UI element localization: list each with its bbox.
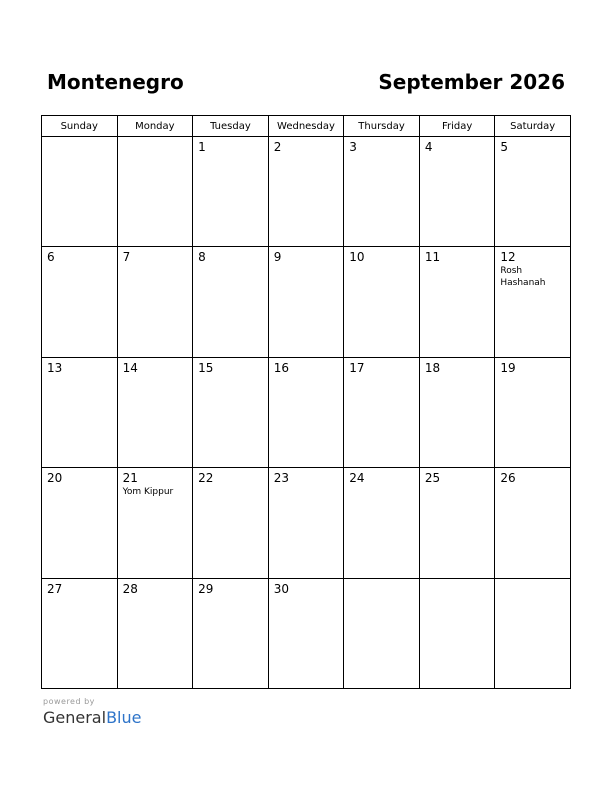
brand-general: General bbox=[43, 708, 107, 727]
day-cell bbox=[193, 247, 269, 357]
day-number: 18 bbox=[424, 360, 441, 375]
day-number: 3 bbox=[349, 140, 357, 154]
day-number: 9 bbox=[273, 250, 282, 265]
day-cell bbox=[117, 578, 193, 688]
day-number: 30 bbox=[273, 581, 289, 596]
day-cell bbox=[193, 137, 269, 247]
day-number: 6 bbox=[47, 250, 55, 265]
day-cell bbox=[268, 357, 344, 467]
day-cell bbox=[117, 137, 193, 247]
day-number: 14 bbox=[122, 360, 138, 375]
day-cell bbox=[344, 468, 420, 578]
day-number: 10 bbox=[349, 250, 365, 265]
day-number: 17 bbox=[349, 360, 365, 375]
day-cell bbox=[344, 578, 420, 688]
week-row-3 bbox=[42, 357, 571, 467]
weekday-monday: Monday bbox=[117, 116, 193, 137]
day-cell bbox=[268, 578, 344, 688]
day-number: 13 bbox=[47, 360, 63, 375]
day-number: 19 bbox=[500, 360, 516, 375]
day-cell bbox=[193, 468, 269, 578]
footer bbox=[43, 697, 141, 728]
brand-logo[interactable] bbox=[43, 708, 141, 728]
day-cell bbox=[495, 468, 571, 578]
day-cell bbox=[268, 137, 344, 247]
week-row-5 bbox=[42, 578, 571, 688]
day-number: 11 bbox=[424, 250, 441, 265]
weekday-friday: Friday bbox=[419, 116, 495, 137]
weekday-tuesday: Tuesday bbox=[193, 116, 269, 137]
day-cell bbox=[193, 357, 269, 467]
calendar-grid bbox=[41, 115, 571, 689]
day-cell bbox=[42, 247, 118, 357]
weekday-wednesday: Wednesday bbox=[268, 116, 344, 137]
week-row-4 bbox=[42, 468, 571, 578]
day-number: 23 bbox=[273, 471, 289, 486]
day-number: 22 bbox=[198, 471, 214, 486]
weekday-saturday: Saturday bbox=[495, 116, 571, 137]
day-number: 24 bbox=[349, 471, 365, 486]
day-cell bbox=[42, 468, 118, 578]
holiday-label: Yom Kippur bbox=[122, 487, 174, 498]
day-number: 16 bbox=[273, 360, 289, 375]
day-number: 15 bbox=[198, 360, 214, 375]
week-row-2 bbox=[42, 247, 571, 357]
day-cell bbox=[344, 357, 420, 467]
day-number: 1 bbox=[198, 140, 206, 154]
day-number: 25 bbox=[424, 471, 441, 486]
day-number: 27 bbox=[47, 581, 63, 596]
day-number: 8 bbox=[198, 250, 206, 265]
holiday-label: Rosh Hashanah bbox=[500, 266, 546, 289]
day-cell bbox=[495, 578, 571, 688]
day-number: 5 bbox=[500, 140, 509, 154]
day-number: 4 bbox=[424, 140, 433, 154]
day-number: 12 bbox=[500, 250, 516, 265]
day-cell bbox=[117, 247, 193, 357]
powered-by-text: powered by bbox=[43, 697, 95, 706]
week-row-1 bbox=[42, 137, 571, 247]
day-number: 26 bbox=[500, 471, 516, 486]
day-cell bbox=[419, 578, 495, 688]
day-number: 7 bbox=[122, 250, 131, 265]
weekday-thursday: Thursday bbox=[344, 116, 420, 137]
day-cell bbox=[268, 247, 344, 357]
brand-blue: Blue bbox=[106, 708, 142, 727]
day-cell bbox=[495, 357, 571, 467]
day-cell bbox=[419, 468, 495, 578]
day-cell bbox=[419, 137, 495, 247]
day-cell bbox=[344, 247, 420, 357]
day-number: 20 bbox=[47, 471, 63, 486]
day-number: 28 bbox=[122, 581, 138, 596]
month-year-title: September 2026 bbox=[378, 70, 565, 94]
day-cell bbox=[117, 468, 193, 578]
day-number: 21 bbox=[122, 471, 138, 486]
day-cell bbox=[42, 137, 118, 247]
day-cell bbox=[42, 578, 118, 688]
day-cell bbox=[419, 247, 495, 357]
country-title: Montenegro bbox=[47, 70, 184, 94]
weekday-sunday: Sunday bbox=[42, 116, 118, 137]
day-cell bbox=[419, 357, 495, 467]
weekday-header-row bbox=[42, 116, 571, 137]
day-cell bbox=[344, 137, 420, 247]
day-cell bbox=[495, 137, 571, 247]
day-cell bbox=[268, 468, 344, 578]
day-cell bbox=[42, 357, 118, 467]
day-number: 29 bbox=[198, 581, 214, 596]
day-cell bbox=[193, 578, 269, 688]
day-number: 2 bbox=[273, 140, 282, 154]
day-cell bbox=[495, 247, 571, 357]
day-cell bbox=[117, 357, 193, 467]
